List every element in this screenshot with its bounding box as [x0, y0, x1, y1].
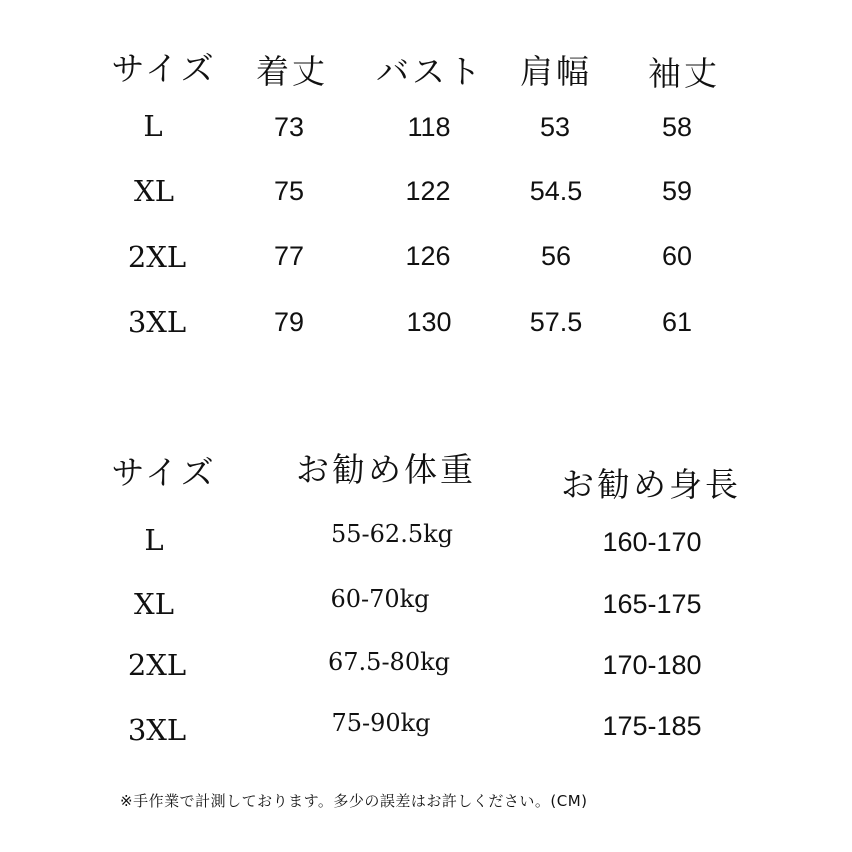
table-cell: 170-180 — [602, 650, 702, 680]
table-cell: 58 — [661, 112, 693, 142]
table-cell: 60-70kg — [330, 585, 430, 613]
table-cell: 67.5-80kg — [328, 648, 450, 676]
table-row-size: L — [144, 523, 164, 557]
table-cell: 55-62.5kg — [331, 520, 453, 548]
table-cell: 75 — [273, 176, 305, 206]
table-row-size: 2XL — [127, 240, 187, 274]
table-cell: 75-90kg — [331, 709, 431, 737]
table-cell: 61 — [661, 307, 693, 337]
table-cell: 130 — [406, 307, 452, 337]
header-length: 着丈 — [256, 52, 328, 91]
table-row-size: XL — [134, 587, 174, 621]
table-cell: 57.5 — [529, 307, 583, 337]
table-cell: 54.5 — [529, 176, 583, 206]
table-row-size: XL — [134, 174, 174, 208]
table-cell: 175-185 — [602, 711, 702, 741]
table-cell: 126 — [405, 241, 451, 271]
table-cell: 53 — [539, 112, 571, 142]
header-weight: お勧め体重 — [296, 450, 476, 489]
table-row-size: 2XL — [127, 648, 187, 682]
header-bust: バスト — [376, 52, 484, 91]
table-cell: 73 — [273, 112, 305, 142]
table-cell: 79 — [273, 307, 305, 337]
table-cell: 60 — [661, 241, 693, 271]
table-row-size: L — [143, 109, 163, 143]
table-cell: 118 — [407, 112, 451, 142]
header-shoulder: 肩幅 — [520, 52, 592, 91]
header-size: サイズ — [111, 453, 217, 492]
table-cell: 59 — [661, 176, 693, 206]
header-sleeve: 袖丈 — [648, 54, 720, 93]
header-size: サイズ — [111, 49, 217, 88]
table-cell: 122 — [405, 176, 451, 206]
table-cell: 160-170 — [602, 527, 702, 557]
measurement-note: ※手作業で計測しております。多少の誤差はお許しください。(CM) — [120, 792, 588, 810]
table-cell: 165-175 — [602, 589, 702, 619]
table-row-size: 3XL — [127, 305, 187, 339]
table-cell: 56 — [540, 241, 572, 271]
table-row-size: 3XL — [127, 713, 187, 747]
table-cell: 77 — [273, 241, 305, 271]
header-height: お勧め身長 — [561, 465, 741, 504]
